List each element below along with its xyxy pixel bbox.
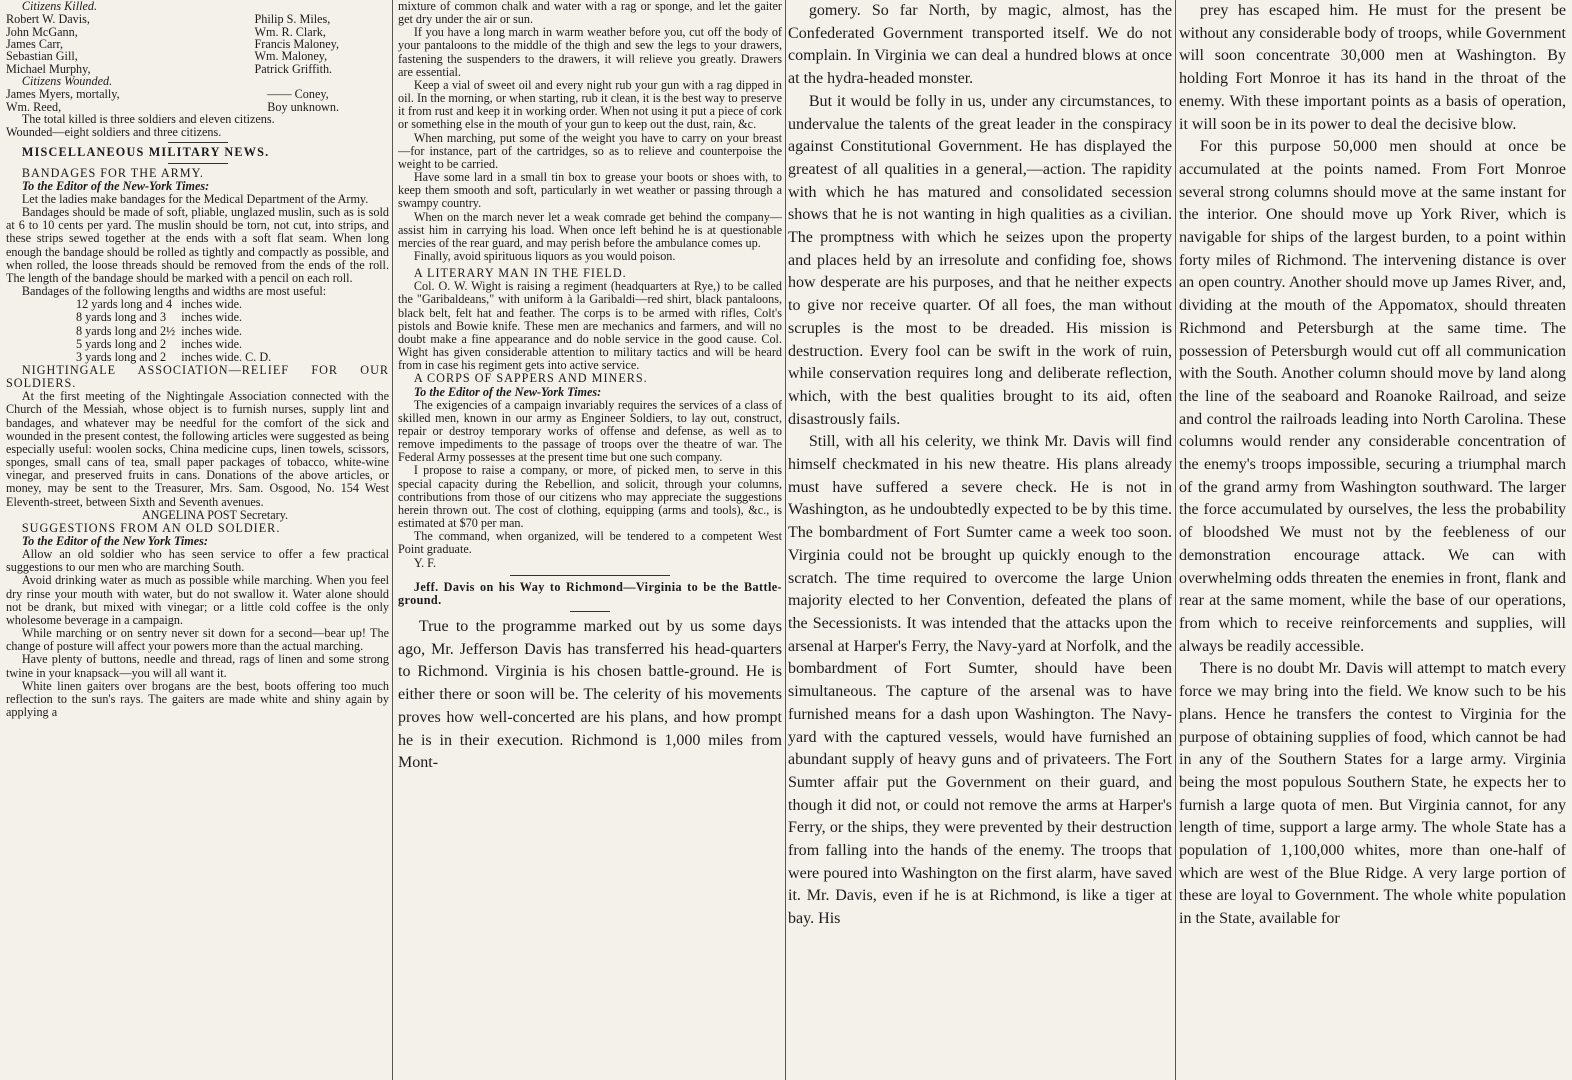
paragraph: When on the march never let a weak comrade get behind the company—assist him in carrying his load. When once left behind he is at questionable mercies of the rear guard, and may perish before the ambulance comes up.	[398, 209, 782, 250]
separator	[570, 611, 610, 612]
paragraph: The command, when organized, will be tendered to a competent West Point graduate.	[398, 529, 782, 557]
paragraph: Col. O. W. Wight is raising a regiment (headquarters at Rye,) to be called the "Garibaldeans," with uniform à la Garibaldi—red shirt, black pantaloons, black belt, felt hat and feather. The corps is to be armed with rifles, Colt's pistols and Bowie knife. These men are mechanics and farmers, and will no doubt make a fine appearance and do noble service in the good cause. Col. Wight has given considerable attention to military tactics and will be heard from in case his regiment gets into active service.	[398, 279, 782, 373]
paragraph: Bandages of the following lengths and widths are most useful:	[21, 284, 327, 299]
suggestions-title: SUGGESTIONS FROM AN OLD SOLDIER.	[21, 520, 281, 535]
paragraph: While marching or on sentry never sit down for a second—bear up! The change of posture will affect your powers more than the actual marching.	[6, 626, 389, 654]
paragraph: Have plenty of buttons, needle and thread, rags of linen and some strong twine in your knapsack—you will all want it.	[6, 652, 389, 680]
paragraph: If you have a long march in warm weather before you, cut off the body of your pantaloons to the middle of the thigh and sew the legs to your drawers, fastening the suspenders to the drawers, it will relieve you greatly. Drawers are essential.	[398, 25, 782, 79]
name-entry: Robert W. Davis,	[6, 12, 90, 27]
killed-names	[6, 13, 389, 75]
paragraph: There is no doubt Mr. Davis will attempt to match every force we may bring into the field. We know such to be his plans. Hence he transfers the contest to Virginia for the purpose of obtaining supplies of food, which cannot be had in any of the Southern States for a large army. Virginia being the most populous Southern State, he expects her to furnish a large quota of men. But Virginia cannot, for any length of time, support a large army. The whole State has a population of 1,100,000 whites, more than one-half of which are west of the Blue Ridge. A very large portion of these are loyal to Government. The whole white population in the State, available for	[1179, 660, 1566, 928]
paragraph: But it would be folly in us, under any circumstances, to undervalue the talents of the great leader in the conspiracy against Constitutional Government. He has displayed the greatest of all qualities in a general,—action. The rapidity with which he has matured and consolidated secession shows that he is not wanting in high qualities as a civilian. The promptness with which he seizes upon the property and places held by an irresolute and confiding foe, shows how desperate are his purposes, and that he neither expects to give nor receive quarter. Of all foes, the man without scruples is the most to be dreaded. His mission is destruction. Every fool can be swift in the work of ruin, while conservation requires long and deliberate reflection, which, with the best qualities brought to its aid, often disastrously fails.	[788, 92, 1172, 428]
article-body	[398, 616, 782, 775]
table-row	[76, 311, 277, 324]
table-cell: 8 yards long and 2½	[76, 323, 176, 338]
paragraph: prey has escaped him. He must for the present be without any considerable body of troops, while Government will soon concentrate 30,000 men at Washington. By holding Fort Monroe it has its hand in the throat of the enemy. With these important points as a basis of operation, it will soon be in its power to deal the decisive blow.	[1179, 2, 1566, 133]
total-line: Wounded—eight soldiers and three citizens.	[6, 125, 222, 140]
paragraph: Let the ladies make bandages for the Medical Department of the Army.	[21, 191, 369, 206]
wounded-names-right	[267, 88, 339, 113]
sappers-title: A CORPS OF SAPPERS AND MINERS.	[413, 371, 648, 386]
table-cell: 3 yards long and 2	[76, 349, 167, 364]
paragraph: I propose to raise a company, or more, of picked men, to serve in this special capacity during the Rebellion, and solicit, through your columns, contributions from those of our citizens who may appreciate the suggestions herein thrown out. The cost of clothing, equipping (arms and tools), &c., is estimated at $70 per man.	[398, 463, 782, 531]
killed-names-left	[6, 13, 91, 75]
name-entry: Wm. R. Clark,	[254, 24, 326, 39]
column-4	[1179, 0, 1566, 1080]
name-entry: Michael Murphy,	[6, 61, 91, 76]
literary-title: A LITERARY MAN IN THE FIELD.	[413, 266, 627, 281]
column-rule	[392, 0, 393, 1080]
wounded-names	[6, 88, 389, 113]
bandage-sizes-table	[76, 298, 277, 364]
table-cell: inches wide.	[181, 310, 243, 325]
name-entry: James Carr,	[6, 36, 64, 51]
name-entry: John McGann,	[6, 24, 78, 39]
nightingale-title: NIGHTINGALE ASSOCIATION—RELIEF FOR OUR SOLDIERS.	[6, 362, 389, 391]
paragraph: Avoid drinking water as much as possible while marching. When you feel dry rinse your mouth with water, but do not swallow it. Water alone should not be drank, but mixed with vinegar; or a little cold coffee is the only wholesome beverage in a campaign.	[6, 573, 389, 627]
column-rule	[785, 0, 786, 1080]
article-headline: Jeff. Davis on his Way to Richmond—Virginia to be the Battle-ground.	[398, 579, 782, 607]
wounded-names-left	[6, 88, 120, 113]
bandages-title: BANDAGES FOR THE ARMY.	[21, 165, 204, 180]
paragraph: The exigencies of a campaign invariably requires the services of a class of skilled men, known in our army as Engineer Soldiers, to lay out, construct, repair or destroy temporary works of offense and defense, as well as to remove impediments to the passage of troops over the theatre of war. The Federal Army possesses at the present time but one such company.	[398, 397, 782, 465]
name-entry: James Myers, mortally,	[6, 87, 120, 102]
name-entry: Wm. Maloney,	[254, 49, 328, 64]
name-entry: —— Coney,	[267, 87, 329, 102]
table-row	[76, 325, 277, 338]
separator	[168, 163, 228, 164]
separator	[168, 142, 228, 143]
signature: ANGELINA POST Secretary.	[141, 507, 289, 522]
paragraph: At the first meeting of the Nightingale Association connected with the Church of the Messiah, whose object is to furnish nurses, supply lint and bandages, and whatever may be needful for the comfort of the sick and wounded in the present contest, the following articles were suggested as being especially useful: woolen socks, China medicine cups, linen towels, scissors, sponges, small cans of tea, small paper packages of tobacco, white-wine vinegar, and preserved fruits in cans. Donations of the above articles, or money, may be sent to the Treasurer, Mrs. Sam. Osgood, No. 154 West Eleventh-street, between Sixth and Seventh avenues.	[6, 389, 389, 509]
name-entry: Boy unknown.	[267, 99, 339, 114]
killed-names-right	[254, 13, 339, 75]
name-entry: Wm. Reed,	[6, 99, 62, 114]
paragraph: Still, with all his celerity, we think Mr. Davis will find himself checkmated in his new theatre. His plans already must have suffered a severe check. He is not in Washington, as he undoubtedly expected to be by this time. The bombardment of Fort Sumter came a week too soon. Virginia could not be brought up quickly enough to the scratch. The time required to overcome the large Union majority elected to her Convention, defeated the plans of the Secessionists. It was intended that the attacks upon the arsenal at Harper's Ferry, the Navy-yard at Norfolk, and the bombardment of Fort Sumter, should have been simultaneous. The capture of the arsenal was to have furnished means for a dash upon Washington. The Navy-yard with the captured vessels, would have furnished an abundant supply of heavy guns and of privateers. The Fort Sumter affair put the Government on their guard, and though it did not, or could not remove the arms at Harper's Ferry, or the ships, they were prevented by their destruction from falling into the hands of the enemy. The troops that were poured into Washington on the first alarm, have saved it. Mr. Davis, even if he is at Richmond, is like a tiger at bay. His	[788, 433, 1172, 928]
name-entry: Patrick Griffith.	[254, 61, 333, 76]
column-3	[788, 0, 1172, 1080]
table-cell: 5 yards long and 2	[76, 336, 167, 351]
paragraph: Allow an old soldier who has seen service to offer a few practical suggestions to our men who are marching South.	[6, 547, 389, 575]
table-cell: 12 yards long and 4	[76, 297, 173, 312]
table-row	[76, 351, 277, 364]
table-cell: 8 yards long and 3	[76, 310, 167, 325]
paragraph: mixture of common chalk and water with a rag or sponge, and let the gaiter get dry under the air or sun.	[398, 0, 782, 27]
total-line: The total killed is three soldiers and eleven citizens.	[21, 112, 275, 127]
citizens-wounded-heading: Citizens Wounded.	[21, 74, 113, 89]
column-rule	[1175, 0, 1176, 1080]
table-cell: inches wide. C. D.	[181, 349, 272, 364]
name-entry: Philip S. Miles,	[254, 12, 331, 27]
paragraph: True to the programme marked out by us some days ago, Mr. Jefferson Davis has transferred his head-quarters to Richmond. Virginia is his chosen battle-ground. He is either there or soon will be. The celerity of his movements proves how well-concerted are his plans, and how prompt he is in their execution. Richmond is 1,000 miles from Mont-	[398, 618, 782, 772]
to-editor-line: To the Editor of the New-York Times:	[413, 384, 602, 399]
paragraph: Bandages should be made of soft, pliable, unglazed muslin, such as is sold at 6 to 10 cents per yard. The muslin should be torn, not cut, into strips, and these strips sewed together at the ends with a soft flat seam. When long enough the bandage should be rolled as tightly and compactly as possible, and when rolled, the loose threads should be removed from the ends of the roll. The length of the bandage should be marked with a pencil on each roll.	[6, 205, 389, 285]
paragraph: Keep a vial of sweet oil and every night rub your gun with a rag dipped in oil. In the morning, or when starting, rub it clean, it is the best way to preserve it from rust and keep it in working order. When not using it put a piece of cork or something else in the mouth of your gun to keep out the dust, rain, &c.	[398, 77, 782, 132]
section-title: MISCELLANEOUS MILITARY NEWS.	[21, 145, 270, 160]
to-editor-line: To the Editor of the New York Times:	[21, 534, 208, 548]
table-cell: inches wide.	[181, 297, 243, 312]
name-entry: Francis Maloney,	[254, 36, 339, 51]
paragraph: For this purpose 50,000 men should at once be accumulated at the points named. From Fort Monroe several strong columns should move at the same instant for the interior. One should move up York River, which is navigable for ships of the largest burden, to a point within forty miles of Richmond. The intervening distance is over an open country. Another should move up James River, and, dividing at the mouth of the Appomatox, should threaten Richmond and Petersburgh at the same time. The possession of Petersburgh would cut off all communication with the South. Another column should move by land along the line of the seaboard and Roanoke Railroad, and seize and control the railroads leading into North Carolina. These columns would render any considerable concentration of the enemy's troops impossible, securing a triumphal march of the grand army from Washington southward. The larger the force accumulated by ourselves, the less the probability of bloodshed We must not by the feebleness of our demonstration encourage attack. We can with overwhelming odds threaten the enemies in front, flank and rear at the same moment, while the base of our operations, from which to receive reinforcements and supplies, will always be readily accessible.	[1179, 138, 1566, 655]
table-row	[76, 338, 277, 351]
column-1	[6, 0, 389, 1080]
paragraph: When marching, put some of the weight you have to carry on your breast—for instance, part of the cartridges, so as to relieve and counterpoise the weight to be carried.	[398, 130, 782, 171]
separator	[510, 575, 670, 576]
column-2	[398, 0, 782, 1080]
table-cell: inches wide.	[181, 336, 243, 351]
paragraph: Finally, avoid spirituous liquors as you would poison.	[413, 248, 676, 263]
paragraph: Have some lard in a small tin box to grease your boots or shoes with, to keep them smooth and soft, particularly in wet weather or passing through a swampy country.	[398, 170, 782, 211]
table-cell: inches wide.	[181, 323, 243, 338]
citizens-killed-heading: Citizens Killed.	[21, 0, 98, 13]
signature: Y. F.	[413, 555, 437, 570]
paragraph: gomery. So far North, by magic, almost, has the Confederated Government transported itself. We do not complain. In Virginia we can deal a hundred blows at once at the hydra-headed monster.	[788, 2, 1172, 88]
paragraph: White linen gaiters over brogans are the best, boots offering too much reflection to the sun's rays. The gaiters are made white and shiny again by applying a	[6, 678, 389, 720]
to-editor-line: To the Editor of the New-York Times:	[21, 178, 210, 193]
name-entry: Sebastian Gill,	[6, 49, 78, 64]
